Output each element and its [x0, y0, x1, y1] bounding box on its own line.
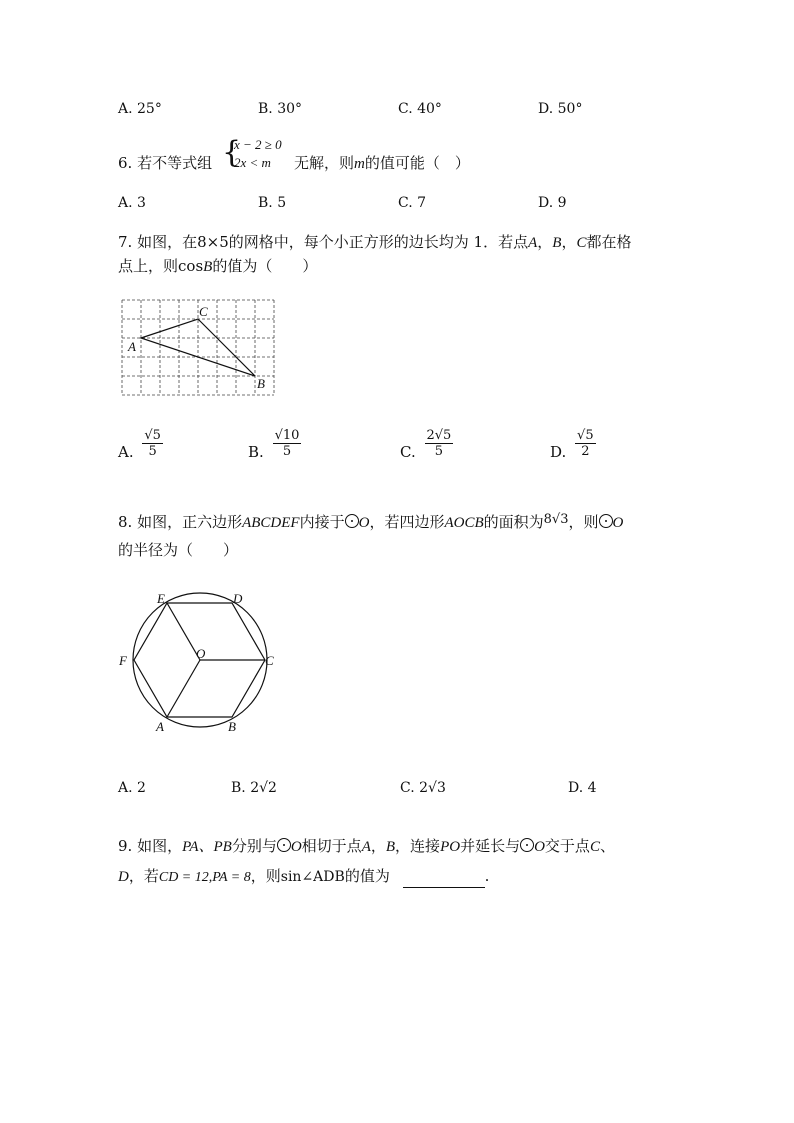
q6-brace: {	[222, 135, 242, 170]
q8-option-b: B. 2√2	[231, 780, 277, 796]
point-c-label: C	[265, 653, 274, 668]
q6-stem-tail: 无解，则m的值可能（ ）	[294, 154, 470, 172]
answer-blank[interactable]	[403, 873, 485, 888]
q5-option-c: C. 40°	[398, 101, 442, 117]
q8-stem-line1: 8. 如图，正六边形ABCDEF内接于 O，若四边形AOCB的面积为8√3，则 O	[118, 512, 624, 531]
q6-stem: 6. 若不等式组	[118, 154, 213, 172]
point-b-label: B	[228, 719, 236, 734]
q6-ineq1: x − 2 ≥ 0	[234, 137, 282, 152]
q6-option-c: C. 7	[398, 195, 427, 211]
q8-option-d: D. 4	[568, 780, 597, 796]
grid-lines	[122, 300, 274, 395]
point-e-label: E	[157, 591, 165, 606]
point-o-label: O	[196, 646, 206, 661]
circle-dot-icon	[520, 838, 534, 852]
q6-option-d: D. 9	[538, 195, 567, 211]
q8-stem-line2: 的半径为（ ）	[118, 541, 239, 559]
q7-option-c: C. $\frac{2√5}{5}$	[400, 428, 452, 461]
q7-option-b: B. $\frac{√10}{5}$	[248, 428, 300, 461]
point-c-label: C	[199, 304, 208, 319]
point-a-label: A	[156, 719, 164, 734]
circle-dot-icon	[277, 838, 291, 852]
q9-stem-line1: 9. 如图，PA、PB分别与 O相切于点A，B，连接PO并延长与 O交于点C、	[118, 837, 615, 855]
q5-option-a: A. 25°	[118, 101, 162, 117]
q7-grid-figure	[116, 296, 280, 400]
point-f-label: F	[119, 653, 127, 668]
q7-option-d: D. $\frac{√5}{2}$	[550, 428, 594, 461]
q6-option-a: A. 3	[118, 195, 146, 211]
q7-option-a: A. $\frac{√5}{5}$	[118, 428, 161, 461]
q6-ineq2: 2x < m	[234, 155, 271, 170]
point-b-label: B	[257, 376, 265, 391]
q6-option-b: B. 5	[258, 195, 287, 211]
q7-stem-line2: 点上，则cosB的值为（ ）	[118, 257, 318, 275]
circle-dot-icon	[599, 514, 613, 528]
q9-stem-line2: D，若CD = 12,PA = 8，则sin∠ADB的值为 .	[118, 866, 489, 888]
q8-option-a: A. 2	[118, 780, 146, 796]
q8-option-c: C. 2√3	[400, 780, 446, 796]
q8-hexagon-figure	[112, 588, 288, 736]
q7-stem-line1: 7. 如图，在8×5的网格中，每个小正方形的边长均为 1．若点A，B，C都在格	[118, 233, 632, 251]
point-a-label: A	[128, 339, 136, 354]
circle-dot-icon	[345, 514, 359, 528]
point-d-label: D	[233, 591, 243, 606]
q5-option-d: D. 50°	[538, 101, 583, 117]
q5-option-b: B. 30°	[258, 101, 303, 117]
